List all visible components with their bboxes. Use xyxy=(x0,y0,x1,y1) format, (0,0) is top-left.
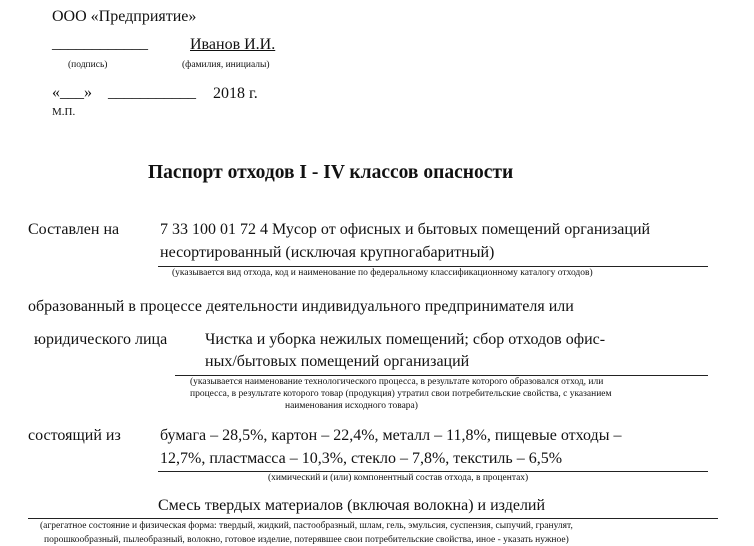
formed-line1: образованный в процессе деятельности индивидуального предпринимателя или xyxy=(28,298,574,315)
date-month-blank: ___________ xyxy=(108,84,196,101)
formed-label2: юридического лица xyxy=(34,331,168,348)
compiled-caption: (указывается вид отхода, код и наименование по федеральному классификационному каталогу отходов) xyxy=(172,268,593,278)
organization-name: ООО «Предприятие» xyxy=(52,8,197,25)
composition-line1: бумага – 28,5%, картон – 22,4%, металл – 11,8%, пищевые отходы – xyxy=(160,427,622,444)
composition-underline xyxy=(158,471,708,472)
date-year: 2018 г. xyxy=(213,85,258,102)
formed-caption2: процесса, в результате которого товар (продукция) утратил свои потребительские свойства, с указанием xyxy=(190,389,612,399)
process-line1: Чистка и уборка нежилых помещений; сбор отходов офис- xyxy=(205,331,606,348)
process-line2: ных/бытовых помещений организаций xyxy=(205,353,470,370)
composition-caption: (химический и (или) компонентный состав отхода, в процентах) xyxy=(268,473,529,483)
state-underline xyxy=(28,518,718,519)
compiled-underline xyxy=(158,266,708,267)
aggregate-state-value: Смесь твердых материалов (включая волокна) и изделий xyxy=(158,497,546,514)
waste-code-line1: 7 33 100 01 72 4 Мусор от офисных и бытовых помещений организаций xyxy=(160,221,651,238)
signature-caption: (подпись) xyxy=(68,60,108,70)
state-caption2: порошкообразный, пылеобразный, волокно, готовое изделие, потерявшее свои потребительские свойства, иное - указать нужное) xyxy=(44,535,569,545)
composition-label: состоящий из xyxy=(28,427,121,444)
stamp-mark: М.П. xyxy=(52,106,76,118)
composition-line2: 12,7%, пластмасса – 10,3%, стекло – 7,8%, текстиль – 6,5% xyxy=(160,450,563,467)
name-caption: (фамилия, инициалы) xyxy=(182,60,270,70)
formed-caption3: наименования исходного товара) xyxy=(285,401,418,411)
formed-underline xyxy=(175,375,708,376)
signature-blank: ____________ xyxy=(52,35,148,52)
waste-code-line2: несортированный (исключая крупногабаритный) xyxy=(160,244,495,261)
formed-caption1: (указывается наименование технологического процесса, в результате которого образовался отход, или xyxy=(190,377,604,387)
compiled-label: Составлен на xyxy=(28,221,120,238)
signer-name: Иванов И.И. xyxy=(190,36,276,53)
page-title: Паспорт отходов I - IV классов опасности xyxy=(148,162,514,183)
date-day: «___» xyxy=(52,84,92,101)
state-caption1: (агрегатное состояние и физическая форма: твердый, жидкий, пастообразный, шлам, гель, эмульсия, суспензия, сыпучий, гранулят, xyxy=(40,521,573,531)
